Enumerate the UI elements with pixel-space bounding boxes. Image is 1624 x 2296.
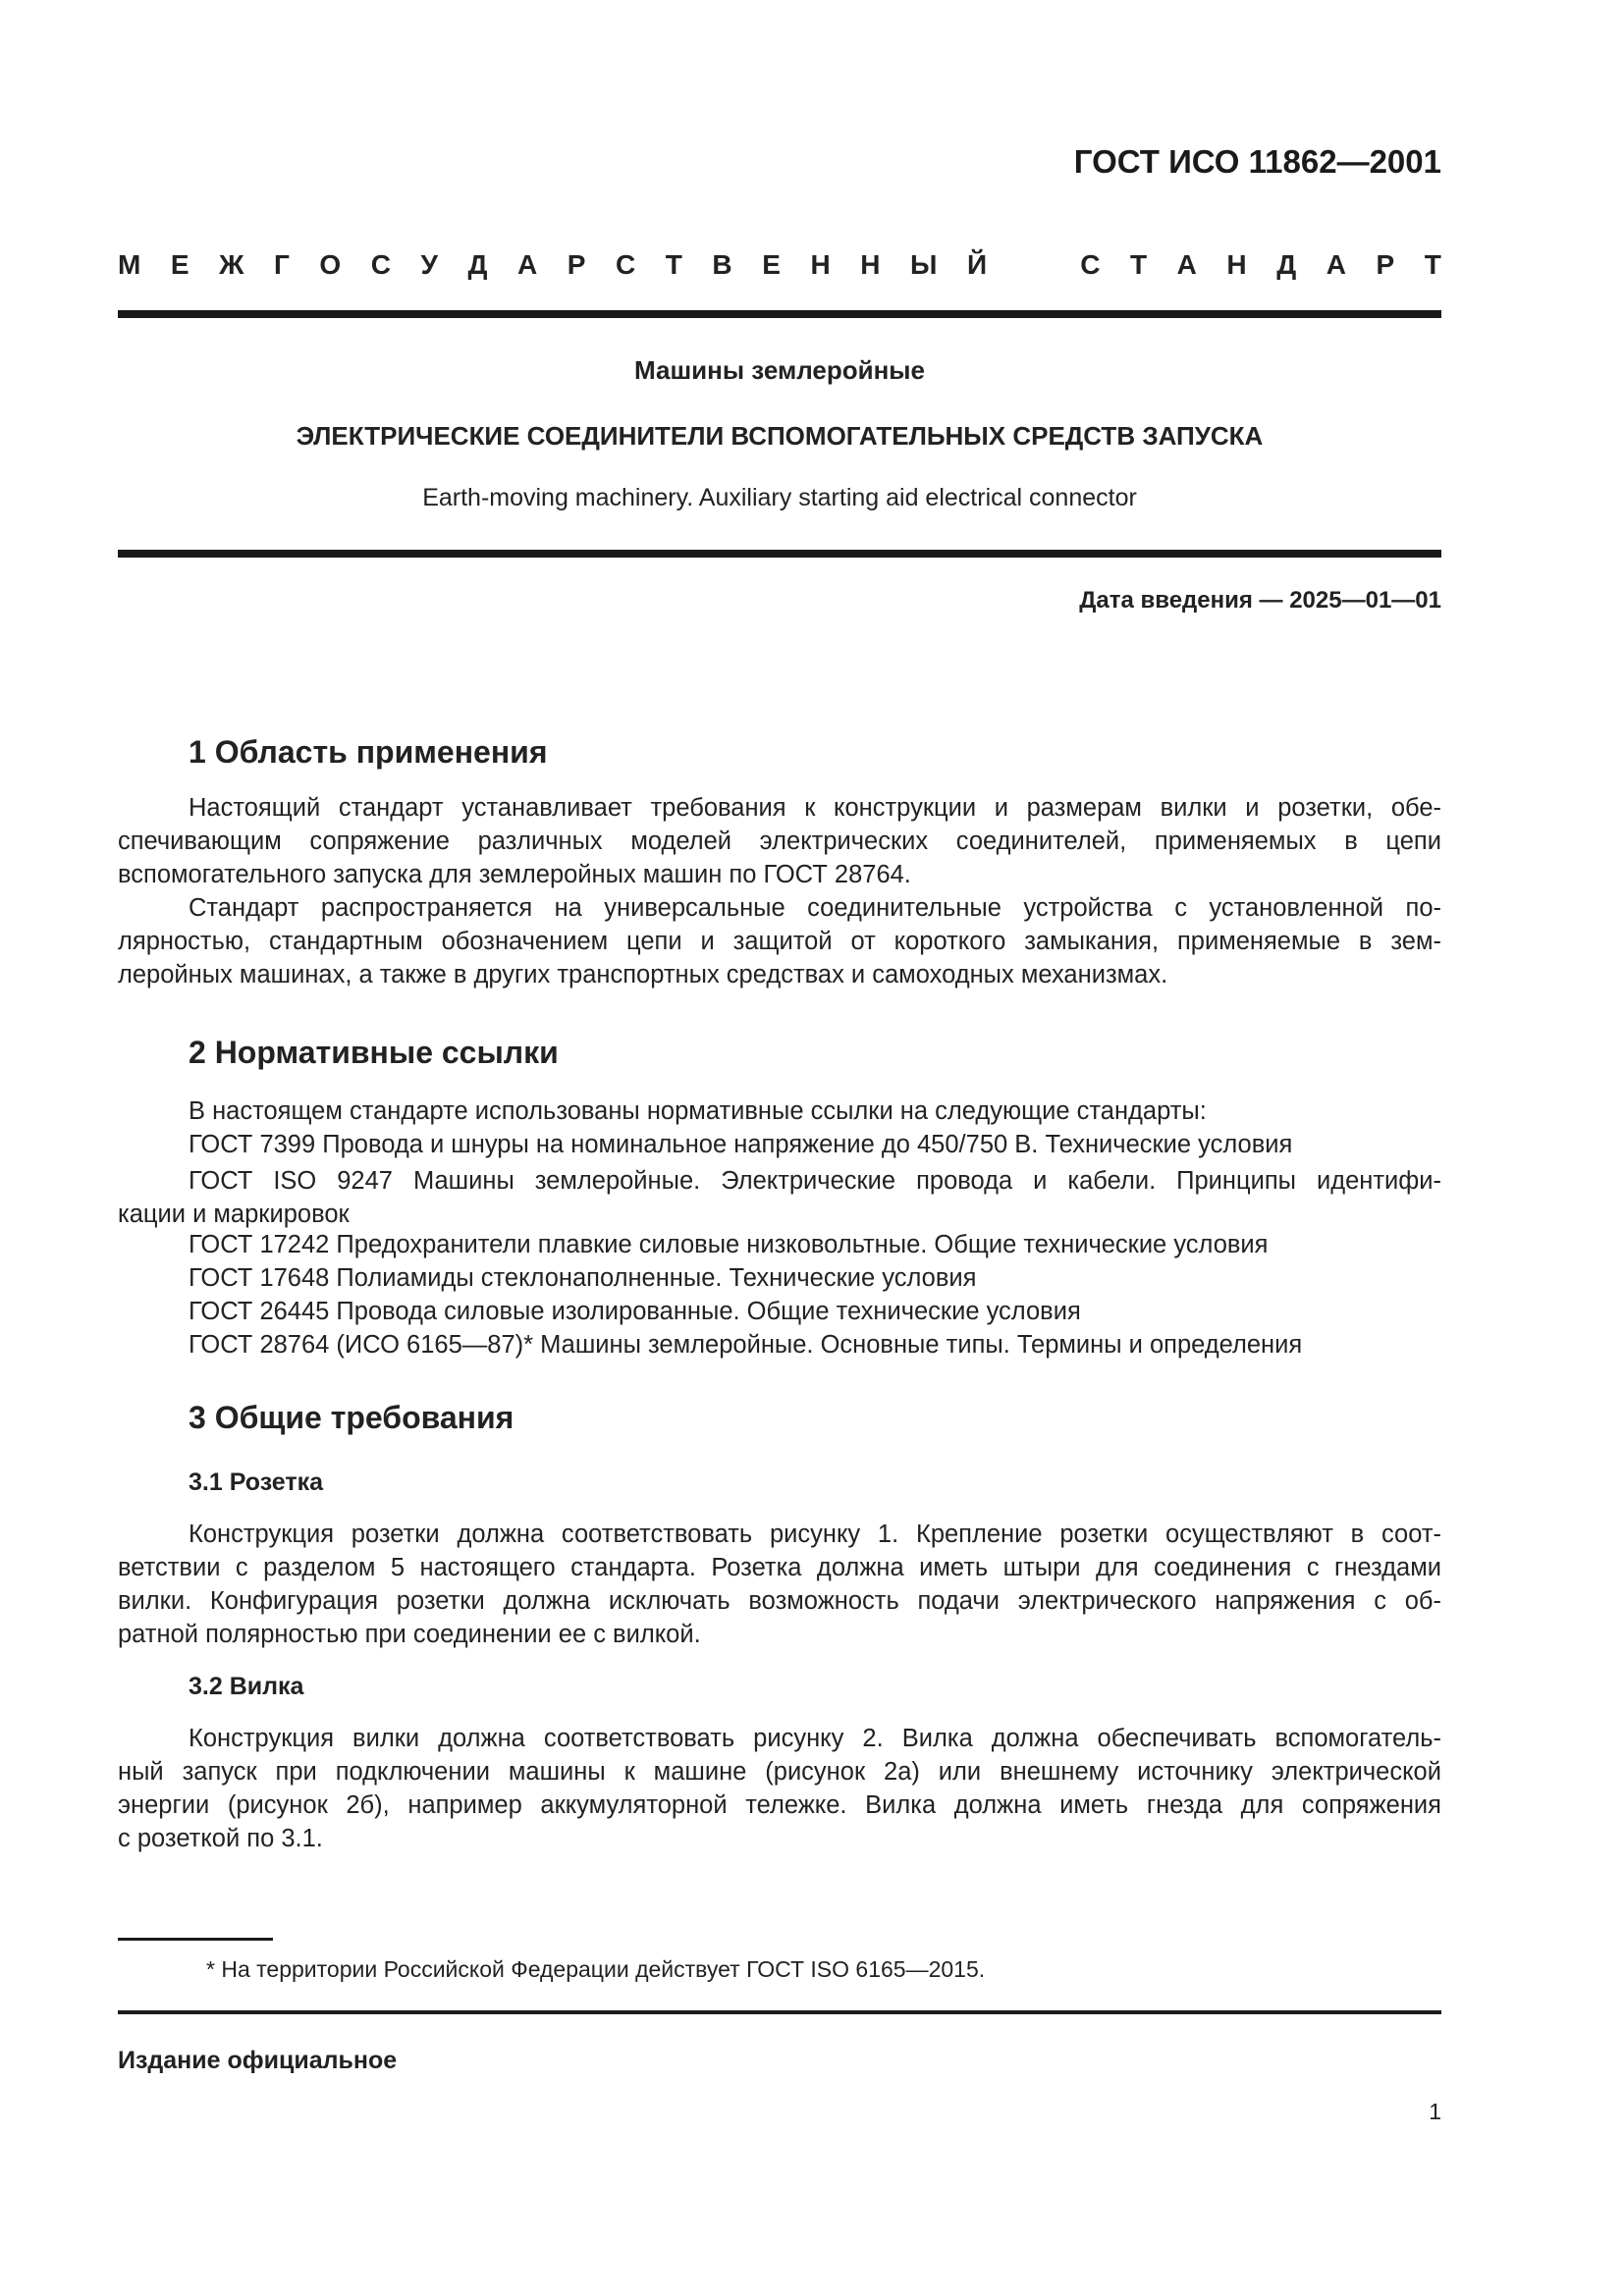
- subject-line: Машины землеройные: [634, 355, 925, 385]
- text-line: Конструкция вилки должна соответствовать рисунку 2. Вилка должна обеспечивать вспомогатель-: [189, 1725, 1441, 1752]
- banner-letter: Н: [860, 249, 881, 280]
- banner-letter: Д: [467, 249, 488, 280]
- subsection-3-2-paragraph: [118, 1722, 1441, 1855]
- banner-letter: А: [1326, 249, 1346, 280]
- banner-letter: Ж: [219, 249, 244, 280]
- footnote: * На территории Российской Федерации действует ГОСТ ISO 6165—2015.: [206, 1956, 986, 1982]
- banner-letter: Е: [762, 249, 781, 280]
- reference-item: ГОСТ 17648 Полиамиды стеклонаполненные. Технические условия: [189, 1264, 977, 1292]
- text-line: Настоящий стандарт устанавливает требования к конструкции и размерам вилки и розетки, обе-: [189, 794, 1441, 822]
- subsection-3-2-heading: 3.2 Вилка: [189, 1673, 304, 1700]
- text-line: энергии (рисунок 2б), например аккумуляторной тележке. Вилка должна иметь гнезда для сопряжения: [118, 1791, 1441, 1819]
- banner-letter: М: [118, 249, 141, 280]
- text-line: ветствии с разделом 5 настоящего стандарта. Розетка должна иметь штыри для соединения с гнездами: [118, 1554, 1441, 1581]
- text-line: кации и маркировок: [118, 1201, 350, 1228]
- subsection-3-1-paragraph: [118, 1518, 1441, 1651]
- title-rule: [118, 550, 1441, 558]
- interstate-standard-banner: [118, 249, 1441, 289]
- banner-letter: Й: [966, 249, 988, 280]
- banner-letter: Р: [1376, 249, 1395, 280]
- reference-item: ГОСТ 26445 Провода силовые изолированные. Общие технические условия: [189, 1298, 1081, 1325]
- text-line: Стандарт распространяется на универсальные соединительные устройства с установленной по-: [189, 894, 1441, 922]
- reference-item: [118, 1164, 1441, 1231]
- section-1-paragraph-2: [118, 891, 1441, 991]
- subsection-3-1-heading: 3.1 Розетка: [189, 1468, 324, 1496]
- edition-label: Издание официальное: [118, 2047, 398, 2074]
- footnote-rule: [118, 1938, 273, 1941]
- banner-letter: С: [370, 249, 391, 280]
- reference-item: ГОСТ 17242 Предохранители плавкие силовые низковольтные. Общие технические условия: [189, 1231, 1269, 1258]
- text-line: ГОСТ ISO 9247 Машины землеройные. Электрические провода и кабели. Принципы идентифи-: [189, 1167, 1441, 1195]
- header-rule: [118, 310, 1441, 318]
- banner-letter: Р: [567, 249, 586, 280]
- banner-letter: С: [615, 249, 636, 280]
- footer-rule: [118, 2010, 1441, 2014]
- section-2-heading: 2 Нормативные ссылки: [189, 1035, 559, 1070]
- text-line: леройных машинах, а также в других транспортных средствах и самоходных механизмах.: [118, 961, 1168, 988]
- banner-letter: Т: [1424, 249, 1441, 280]
- banner-letter: Г: [273, 249, 290, 280]
- banner-letter: Т: [1129, 249, 1148, 280]
- text-line: ный запуск при подключении машины к машине (рисунок 2а) или внешнему источнику электрической: [118, 1758, 1441, 1786]
- english-title: Earth-moving machinery. Auxiliary starting aid electrical connector: [422, 484, 1137, 511]
- reference-item: ГОСТ 7399 Провода и шнуры на номинальное напряжение до 450/750 В. Технические условия: [189, 1131, 1293, 1158]
- text-line: лярностью, стандартным обозначением цепи и защитой от короткого замыкания, применяемые в зем-: [118, 928, 1441, 955]
- text-line: Конструкция розетки должна соответствовать рисунку 1. Крепление розетки осуществляют в соот-: [189, 1521, 1441, 1548]
- text-line: вилки. Конфигурация розетки должна исключать возможность подачи электрического напряжения с об-: [118, 1587, 1441, 1615]
- document-title: ЭЛЕКТРИЧЕСКИЕ СОЕДИНИТЕЛИ ВСПОМОГАТЕЛЬНЫХ СРЕДСТВ ЗАПУСКА: [296, 421, 1264, 451]
- banner-letter: А: [516, 249, 538, 280]
- banner-letter: Е: [170, 249, 189, 280]
- page-number: 1: [1429, 2099, 1441, 2124]
- banner-letter: О: [319, 249, 342, 280]
- section-1-paragraph-1: [118, 791, 1441, 891]
- banner-letter: С: [1080, 249, 1101, 280]
- banner-letter: Ы: [910, 249, 938, 280]
- text-line: ратной полярностью при соединении ее с вилкой.: [118, 1621, 701, 1648]
- section-1-heading: 1 Область применения: [189, 734, 548, 770]
- banner-gap: [1017, 249, 1051, 289]
- banner-letter: А: [1176, 249, 1197, 280]
- banner-letter: Д: [1276, 249, 1297, 280]
- section-3-heading: 3 Общие требования: [189, 1400, 514, 1435]
- effective-date: Дата введения — 2025—01—01: [1079, 587, 1441, 614]
- banner-letter: В: [712, 249, 732, 280]
- text-line: с розеткой по 3.1.: [118, 1825, 323, 1852]
- text-line: спечивающим сопряжение различных моделей электрических соединителей, применяемых в цепи: [118, 828, 1441, 855]
- banner-letter: Н: [1226, 249, 1247, 280]
- banner-letter: Н: [810, 249, 831, 280]
- reference-item: ГОСТ 28764 (ИСО 6165—87)* Машины землеройные. Основные типы. Термины и определения: [189, 1331, 1303, 1359]
- document-page: [118, 0, 1441, 2296]
- references-intro: В настоящем стандарте использованы нормативные ссылки на следующие стандарты:: [189, 1097, 1207, 1125]
- text-line: вспомогательного запуска для землеройных машин по ГОСТ 28764.: [118, 861, 911, 888]
- banner-letter: Т: [665, 249, 682, 280]
- banner-letter: У: [420, 249, 438, 280]
- standard-number: ГОСТ ИСО 11862—2001: [1073, 143, 1441, 180]
